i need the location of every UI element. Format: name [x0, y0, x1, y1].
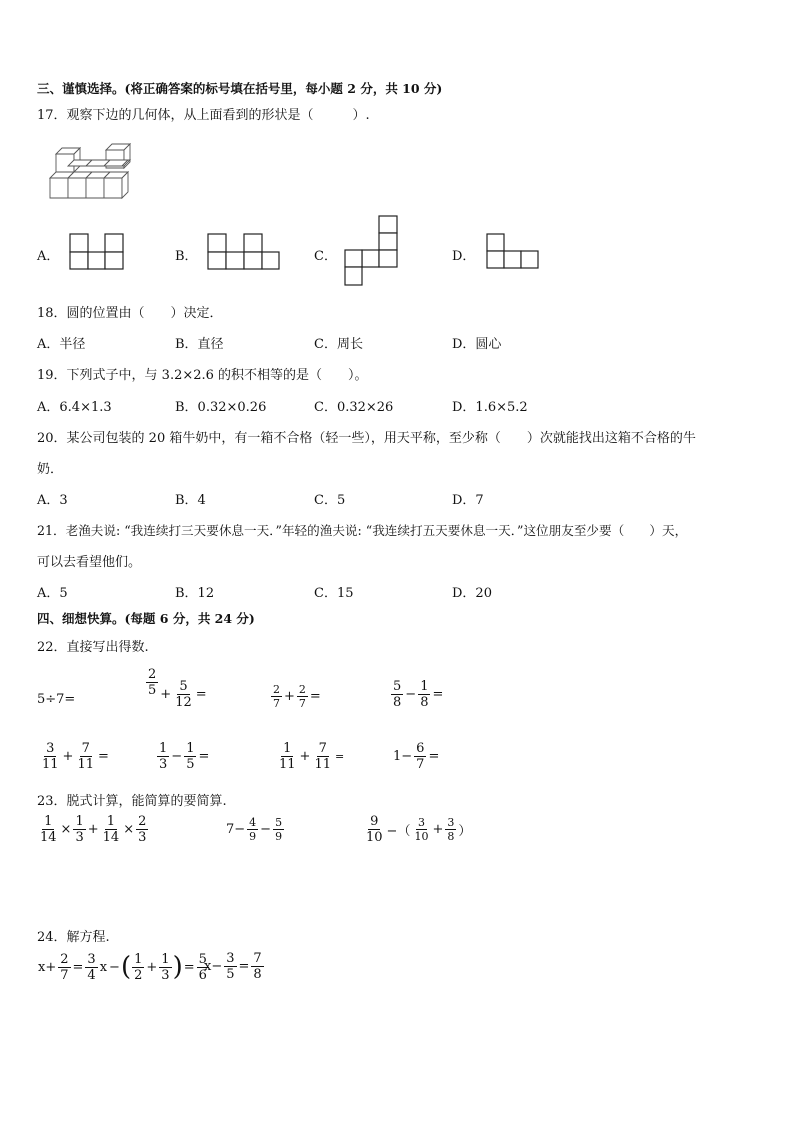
q17-option-d-figure [487, 234, 543, 270]
q17-option-a-figure [70, 234, 126, 270]
section3-heading: 三、谨慎选择。(将正确答案的标号填在括号里，每小题 2 分，共 10 分) [37, 81, 443, 96]
q20-option-c: C．5 [314, 493, 346, 508]
q23-stem: 23．脱式计算，能简算的要简算. [37, 794, 227, 809]
q22-expr-5: $\frac{3}{11}$ + $\frac{7}{11}$ = [42, 741, 109, 772]
q17-option-c: C． [314, 249, 337, 264]
q18-stem: 18．圆的位置由（ ）决定． [37, 306, 223, 321]
q21-option-a: A．5 [37, 586, 68, 601]
q22-expr-7: $\frac{1}{11}$ + $\frac{7}{11}$ = [279, 741, 345, 772]
q21-stem-line1: 21．老渔夫说: “我连续打三天要休息一天．”年轻的渔夫说: “我连续打五天要休息一天．”这位朋友至少要（ ）天， [37, 523, 688, 538]
q19-option-a: A．6.4×1.3 [37, 400, 112, 415]
q20-option-b: B．4 [175, 493, 206, 508]
q19-stem: 19．下列式子中，与 3.2×2.6 的积不相等的是（ ）。 [37, 368, 368, 383]
q23-expr-3: $\frac{9}{10}$ −（ $\frac{3}{10}$ + $\frac{3}{8}$ ） [366, 814, 472, 845]
q24-stem: 24．解方程. [37, 930, 110, 945]
q17-option-b-figure [208, 234, 282, 270]
q21-stem-line2: 可以去看望他们。 [37, 555, 142, 570]
section4-heading: 四、细想快算。(每题 6 分，共 24 分) [37, 611, 255, 626]
q22-expr-2: $\frac{2}{5}$ $_+$ $\frac{5}{12}$ $_=$ [148, 667, 207, 710]
q22-expr-8: 1− $\frac{6}{7}$ = [393, 741, 440, 772]
q22-expr-1: 5÷7= [37, 692, 76, 707]
q24-equation-2: x− $\frac{3}{5}$ = $\frac{7}{8}$ [204, 951, 262, 982]
q20-stem-line2: 奶． [37, 462, 64, 477]
q20-option-d: D．7 [452, 493, 484, 508]
q18-option-a: A．半径 [37, 337, 86, 352]
q17-option-d: D． [452, 249, 476, 264]
q23-expr-2: 7− $\frac{4}{9}$ − $\frac{5}{9}$ [226, 816, 283, 843]
q20-option-a: A．3 [37, 493, 68, 508]
q20-stem-line1: 20．某公司包装的 20 箱牛奶中，有一箱不合格（轻一些），用天平称，至少称（ ）次就能找出这箱不合格的牛 [37, 431, 696, 446]
q22-expr-4: $\frac{5}{8}$ − $\frac{1}{8}$ = [393, 679, 444, 710]
q17-option-c-figure [345, 216, 401, 288]
q22-expr-6: $\frac{1}{3}$ − $\frac{1}{5}$ = [159, 741, 210, 772]
q24-equation-1: x+ $\frac{2}{7}$ = $\frac{3}{4}$ x −( $\frac{1}{2}$ + $\frac{1}{3}$ )= $\frac{5}{6}$ [38, 951, 207, 983]
q17-option-b: B． [175, 249, 198, 264]
q18-option-d: D．圆心 [452, 337, 502, 352]
q22-expr-3: $\frac{2}{7}$ + $\frac{2}{7}$ = [273, 683, 321, 710]
q19-option-b: B．0.32×0.26 [175, 400, 267, 415]
q21-option-d: D．20 [452, 586, 492, 601]
q18-option-c: C．周长 [314, 337, 363, 352]
q21-option-c: C．15 [314, 586, 354, 601]
q17-solid-figure [44, 140, 139, 205]
q19-option-c: C．0.32×26 [314, 400, 394, 415]
q21-option-b: B．12 [175, 586, 215, 601]
q17-stem: 17．观察下边的几何体，从上面看到的形状是（ ）. [37, 108, 370, 123]
q22-stem: 22．直接写出得数. [37, 640, 149, 655]
q23-expr-1: $\frac{1}{14}$ × $\frac{1}{3}$ + $\frac{1}{14}$ × $\frac{2}{3}$ [40, 814, 147, 845]
q18-option-b: B．直径 [175, 337, 224, 352]
q19-option-d: D．1.6×5.2 [452, 400, 528, 415]
q17-option-a: A． [37, 249, 60, 264]
